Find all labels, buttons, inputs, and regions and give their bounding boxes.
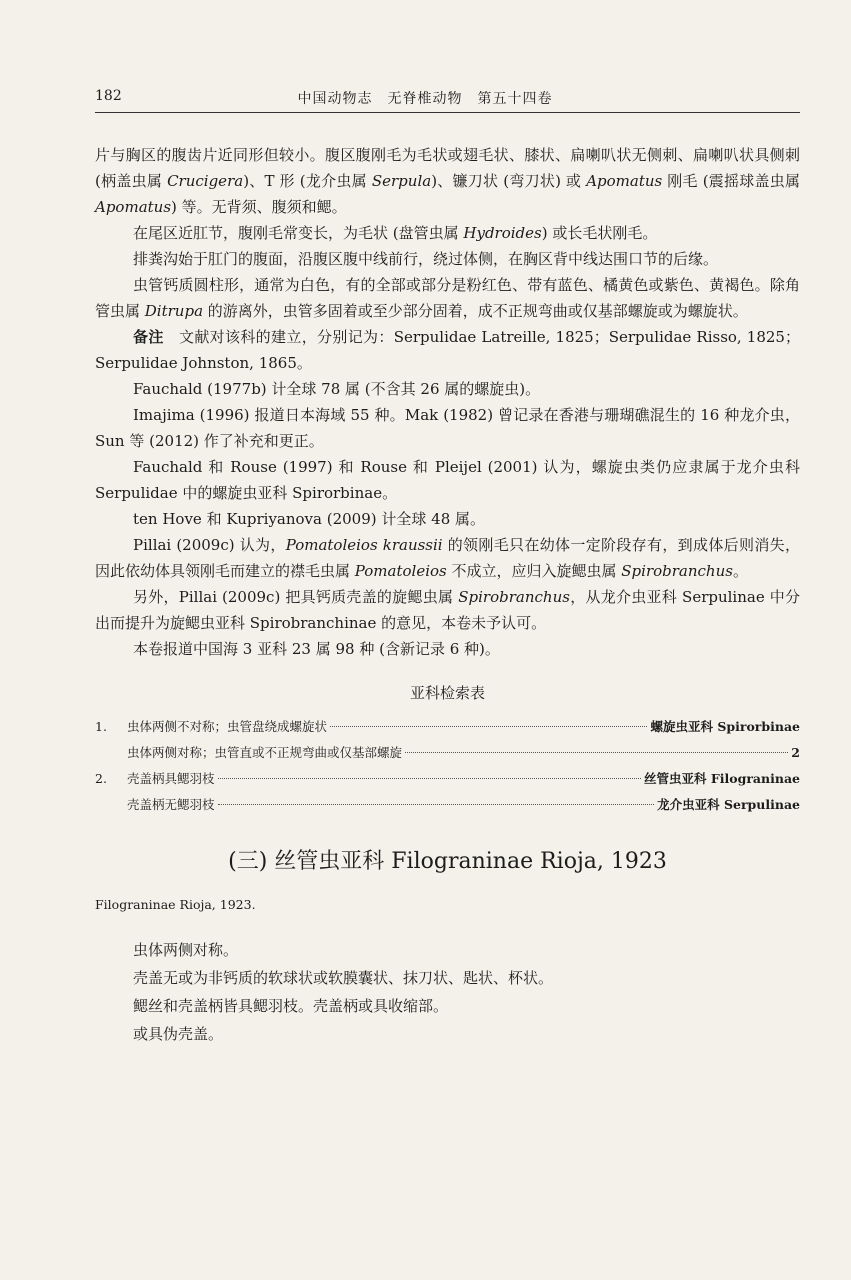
key-row <box>95 766 800 792</box>
key-result: 螺旋虫亚科 Spirorbinae <box>650 719 800 734</box>
key-row <box>95 792 800 818</box>
key-leader-dots <box>218 804 655 805</box>
key-leader-dots <box>405 752 788 753</box>
section-title: (三) 丝管虫亚科 Filograninae Rioja, 1923 <box>228 849 667 874</box>
key-leader-dots <box>330 726 647 727</box>
paragraph-tube: 虫管钙质圆柱形，通常为白色，有的全部或部分是粉红色、带有蓝色、橘黄色或紫色、黄褐色。除角管虫属 Ditrupa 的游离外，虫管多固着或至少部分固着，成不正规弯曲或仅基部螺旋或为螺旋状。 <box>95 276 800 320</box>
page-number: 182 <box>95 88 122 104</box>
diagnosis-line: 虫体两侧对称。 <box>133 941 239 959</box>
paragraph-faecal-groove: 排粪沟始于肛门的腹面，沿腹区腹中线前行，绕过体侧，在胸区背中线达围口节的后缘。 <box>133 250 719 268</box>
key-row <box>95 714 800 740</box>
paragraph-tenhove: ten Hove 和 Kupriyanova (2009) 计全球 48 属。 <box>133 510 486 528</box>
key-number: 2. <box>95 771 107 786</box>
key-description: 虫体两侧不对称；虫管盘绕成螺旋状 <box>127 719 328 734</box>
key-description: 虫体两侧对称；虫管直或不正规弯曲或仅基部螺旋 <box>127 745 403 760</box>
paragraph-remarks: 备注 文献对该科的建立，分别记为：Serpulidae Latreille, 1825；Serpulidae Risso, 1825；Serpulidae Johnston, 1865。 <box>95 328 800 372</box>
subfamily-key <box>95 714 800 818</box>
paragraph-summary: 本卷报道中国海 3 亚科 23 属 98 种 (含新记录 6 种)。 <box>133 640 500 658</box>
paragraph-fauchald: Fauchald (1977b) 计全球 78 属 (不含其 26 属的螺旋虫)。 <box>133 380 541 398</box>
paragraph-imajima: Imajima (1996) 报道日本海域 55 种。Mak (1982) 曾记录在香港与珊瑚礁混生的 16 种龙介虫，Sun 等 (2012) 作了补充和更正。 <box>95 406 800 450</box>
running-title: 中国动物志 无脊椎动物 第五十四卷 <box>297 91 553 107</box>
key-result: 2 <box>791 745 800 760</box>
key-number: 1. <box>95 719 107 734</box>
diagnosis-line: 鳃丝和壳盖柄皆具鳃羽枝。壳盖柄或具收缩部。 <box>133 997 449 1015</box>
paragraph-caudal-setae: 在尾区近肛节，腹刚毛常变长，为毛状 (盘管虫属 Hydroides) 或长毛状刚毛。 <box>133 224 658 242</box>
running-header <box>95 88 755 110</box>
key-title: 亚科检索表 <box>409 684 485 702</box>
page-body <box>95 142 800 1048</box>
key-result: 龙介虫亚科 Serpulinae <box>657 797 800 812</box>
remarks-label: 备注 <box>133 328 164 346</box>
key-description: 壳盖柄无鳃羽枝 <box>127 797 215 812</box>
key-leader-dots <box>218 778 642 779</box>
paragraph-pillai-pomatoleios: Pillai (2009c) 认为，Pomatoleios kraussii 的领刚毛只在幼体一定阶段存有，到成体后则消失，因此依幼体具领刚毛而建立的襟毛虫属 Pomatoleios 不成立，应归入旋鳃虫属 Spirobranchus。 <box>95 536 801 580</box>
diagnosis-line: 壳盖无或为非钙质的软球状或软膜囊状、抹刀状、匙状、杯状。 <box>133 969 554 987</box>
paragraph-rouse: Fauchald 和 Rouse (1997) 和 Rouse 和 Pleijel (2001) 认为，螺旋虫类仍应隶属于龙介虫科 Serpulidae 中的螺旋虫亚科 Spirorbinae。 <box>95 458 800 502</box>
key-description: 壳盖柄具鳃羽枝 <box>127 771 215 786</box>
paragraph-pillai-spirobranchus: 另外，Pillai (2009c) 把具钙质壳盖的旋鳃虫属 Spirobranchus，从龙介虫亚科 Serpulinae 中分出而提升为旋鳃虫亚科 Spirobranchinae 的意见，本卷未予认可。 <box>95 588 801 632</box>
key-result: 丝管虫亚科 Filograninae <box>644 771 800 786</box>
key-row <box>95 740 800 766</box>
diagnosis-line: 或具伪壳盖。 <box>133 1025 224 1043</box>
header-rule <box>95 112 800 113</box>
synonym-line: Filograninae Rioja, 1923. <box>95 897 256 912</box>
diagnosis <box>95 936 800 1048</box>
paragraph-setae: 片与胸区的腹齿片近同形但较小。腹区腹刚毛为毛状或翅毛状、膝状、扁喇叭状无侧刺、扁喇叭状具侧刺 (柄盖虫属 Crucigera)、T 形 (龙介虫属 Serpula)、镰刀状 (弯刀状) 或 Apomatus 刚毛 (震摇球盖虫属 Apomatus) 等。无背须、腹须和鳃。 <box>95 146 801 216</box>
